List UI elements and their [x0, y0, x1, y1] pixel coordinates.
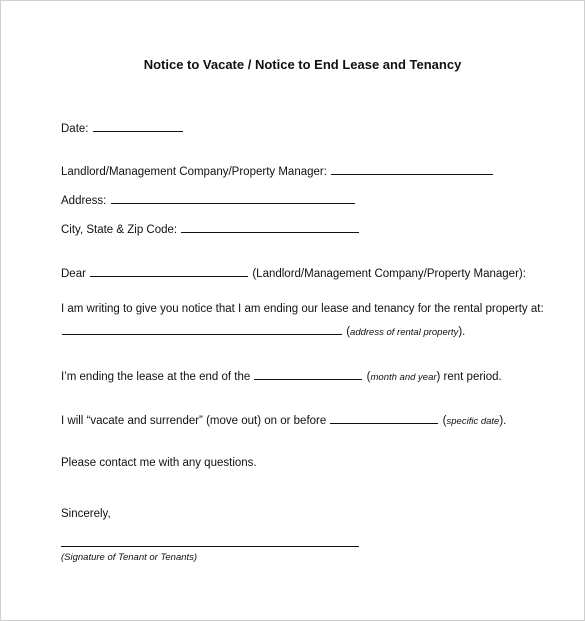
- document-title: Notice to Vacate / Notice to End Lease and Tenancy: [143, 57, 462, 72]
- month-year-blank[interactable]: [254, 368, 362, 380]
- date-row: [61, 120, 184, 136]
- address-label: Address:: [61, 195, 107, 207]
- rental-address-row: [61, 323, 465, 340]
- month-year-note: (month and year) rent period.: [366, 371, 502, 383]
- signature-line[interactable]: [61, 546, 359, 547]
- rental-address-blank[interactable]: [62, 323, 342, 335]
- city-blank[interactable]: [181, 221, 359, 233]
- rental-address-note: (address of rental property).: [346, 326, 466, 338]
- dear-row: [61, 265, 526, 281]
- dear-blank[interactable]: [90, 265, 248, 277]
- ending-row: [61, 368, 502, 385]
- landlord-label: Landlord/Management Company/Property Manager:: [61, 166, 327, 178]
- vacate-row: [61, 412, 506, 429]
- specific-date-blank[interactable]: [330, 412, 438, 424]
- sincerely-text: Sincerely,: [61, 508, 111, 520]
- date-label: Date:: [61, 123, 89, 135]
- specific-date-note: (specific date).: [442, 415, 507, 427]
- dear-suffix: (Landlord/Management Company/Property Manager):: [252, 268, 526, 280]
- city-label: City, State & Zip Code:: [61, 224, 178, 236]
- writing-paragraph: I am writing to give you notice that I am ending our lease and tenancy for the rental property at:: [61, 303, 544, 315]
- date-blank[interactable]: [93, 120, 183, 132]
- contact-text: Please contact me with any questions.: [61, 457, 257, 469]
- address-blank[interactable]: [111, 192, 355, 204]
- landlord-row: [61, 163, 494, 179]
- city-row: [61, 221, 360, 237]
- signature-note: (Signature of Tenant or Tenants): [61, 552, 198, 563]
- address-row: [61, 192, 356, 208]
- vacate-text: I will “vacate and surrender” (move out) on or before: [61, 415, 327, 427]
- landlord-blank[interactable]: [331, 163, 493, 175]
- dear-label: Dear: [61, 268, 86, 280]
- ending-text: I’m ending the lease at the end of the: [61, 371, 251, 383]
